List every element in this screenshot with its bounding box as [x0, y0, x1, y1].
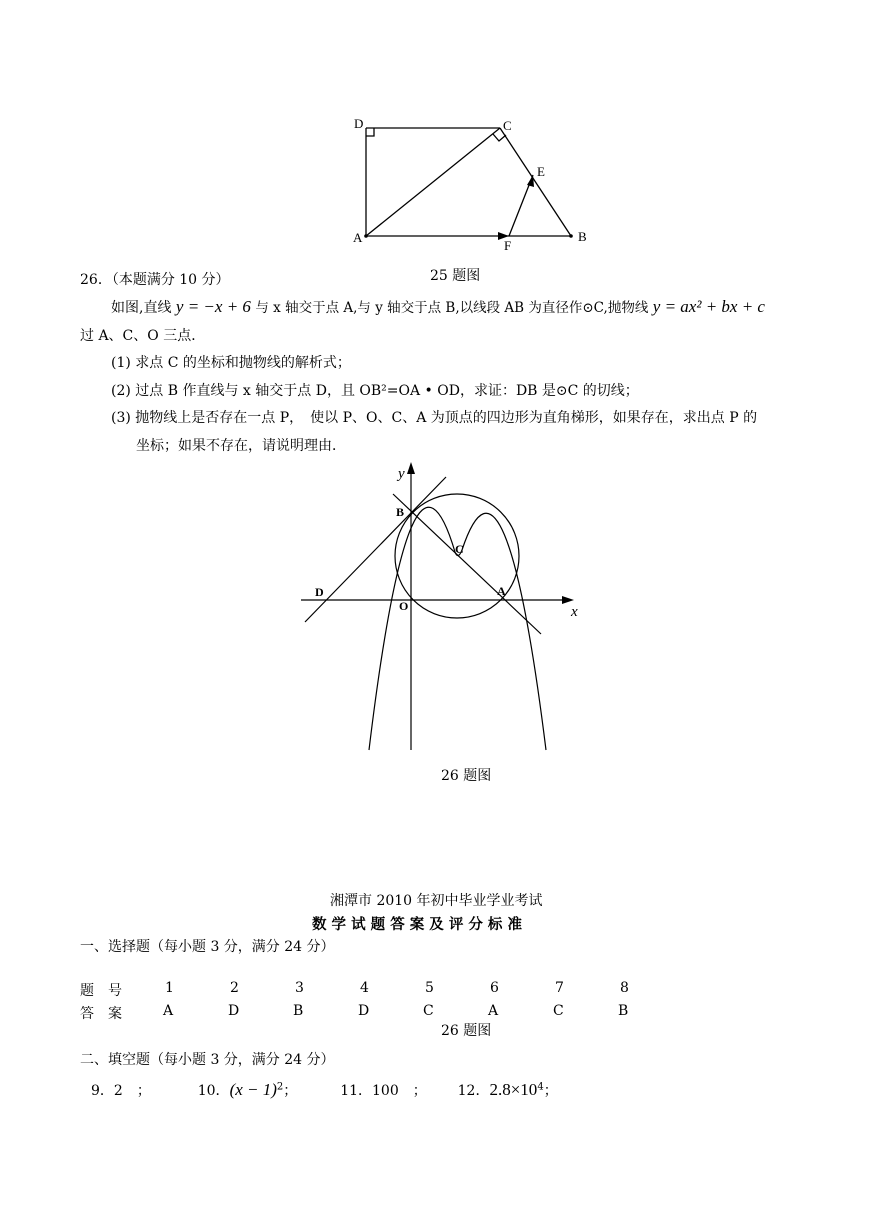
- right-angle-D: [366, 128, 374, 136]
- answer-choice: D: [358, 1003, 370, 1019]
- section-1-heading: 一、选择题（每小题 3 分，满分 24 分）: [80, 939, 335, 955]
- answers-title: 湘潭市 2010 年初中毕业学业考试: [330, 893, 543, 909]
- answer-12-label: 12．: [457, 1083, 490, 1099]
- label-y: y: [398, 466, 405, 482]
- q26-intro-line1: [111, 296, 765, 317]
- question-number: 5: [425, 980, 434, 996]
- y-axis-arrow: [407, 462, 415, 474]
- q26-subquestion-3-cont: 坐标；如果不存在，请说明理由．: [136, 438, 346, 454]
- x-axis-arrow: [562, 596, 574, 604]
- label-E: E: [537, 164, 545, 179]
- stray-figure-caption: 26 题图: [441, 1023, 492, 1039]
- question-number: 6: [490, 980, 499, 996]
- answer-choice: B: [618, 1003, 629, 1019]
- question-number: 7: [555, 980, 564, 996]
- answer-choice: C: [553, 1003, 564, 1019]
- q26-header: 26．（本题满分 10 分）: [80, 272, 230, 288]
- question-number: 3: [295, 980, 304, 996]
- label-D: D: [354, 116, 364, 131]
- label-F: F: [504, 238, 512, 253]
- answer-10-expression: (x − 1): [229, 1080, 277, 1099]
- answer-choice: A: [163, 1003, 174, 1019]
- question-number: 1: [165, 980, 174, 996]
- answer-choice: C: [423, 1003, 434, 1019]
- q26-subquestion-2: (2) 过点 B 作直线与 x 轴交于点 D，且 OB²=OA • OD，求证：DB 是⊙C 的切线；: [111, 383, 639, 399]
- figure-25-caption: 25 题图: [430, 268, 481, 284]
- answer-choice: B: [293, 1003, 304, 1019]
- label-C: C: [503, 118, 512, 133]
- label-x: x: [571, 604, 578, 620]
- point-B: [569, 234, 573, 238]
- figure-26: [295, 460, 595, 760]
- question-number: 4: [360, 980, 369, 996]
- row-head-answer: 答 案: [80, 1006, 122, 1022]
- answer-10-exponent: 2: [276, 1081, 284, 1093]
- q26-subquestion-1: (1) 求点 C 的坐标和抛物线的解析式；: [111, 355, 351, 371]
- label-A: A: [497, 584, 506, 598]
- row-head-question: 题 号: [80, 983, 122, 999]
- answer-11: 11．100 ；: [340, 1083, 427, 1099]
- q26-equation-line: y = −x + 6: [175, 297, 251, 316]
- label-C: C: [455, 542, 464, 556]
- answer-10-end: ；: [283, 1083, 298, 1099]
- label-B: B: [396, 505, 405, 519]
- arrow-E: [527, 175, 534, 187]
- question-number: 2: [230, 980, 239, 996]
- fill-answers-row: [91, 1080, 558, 1100]
- q26-subquestion-3: (3) 抛物线上是否存在一点 P， 使以 P、O、C、A 为顶点的四边形为直角梯形，如果存在，求出点 P 的: [111, 410, 758, 426]
- label-D: D: [315, 585, 324, 599]
- answer-12-expression: 2.8×10: [489, 1080, 538, 1099]
- label-B: B: [578, 229, 587, 244]
- answer-10-label: 10．: [197, 1083, 230, 1099]
- q26-intro-text-1: 如图,直线: [111, 300, 172, 316]
- answers-subtitle: 数 学 试 题 答 案 及 评 分 标 准: [312, 916, 522, 933]
- answer-9: 9．2 ；: [91, 1083, 151, 1099]
- q26-equation-parabola: y = ax² + bx + c: [652, 297, 765, 316]
- answer-12-exponent: 4: [537, 1081, 544, 1093]
- q26-intro-text-2: 与 x 轴交于点 A,与 y 轴交于点 B,以线段 AB 为直径作⊙C,抛物线: [255, 300, 649, 316]
- question-number: 8: [620, 980, 629, 996]
- segment-AC: [366, 128, 500, 236]
- figure-25: [340, 110, 600, 260]
- figure-26-caption: 26 题图: [441, 768, 492, 784]
- point-A: [364, 234, 368, 238]
- answer-12-end: ；: [543, 1083, 558, 1099]
- label-A: A: [353, 230, 363, 245]
- answer-choice: A: [488, 1003, 499, 1019]
- label-O: O: [399, 599, 409, 613]
- q26-intro-line2: 过 A、C、O 三点．: [80, 328, 206, 344]
- answer-choice: D: [228, 1003, 240, 1019]
- section-2-heading: 二、填空题（每小题 3 分，满分 24 分）: [80, 1052, 335, 1068]
- segment-CB: [500, 128, 571, 236]
